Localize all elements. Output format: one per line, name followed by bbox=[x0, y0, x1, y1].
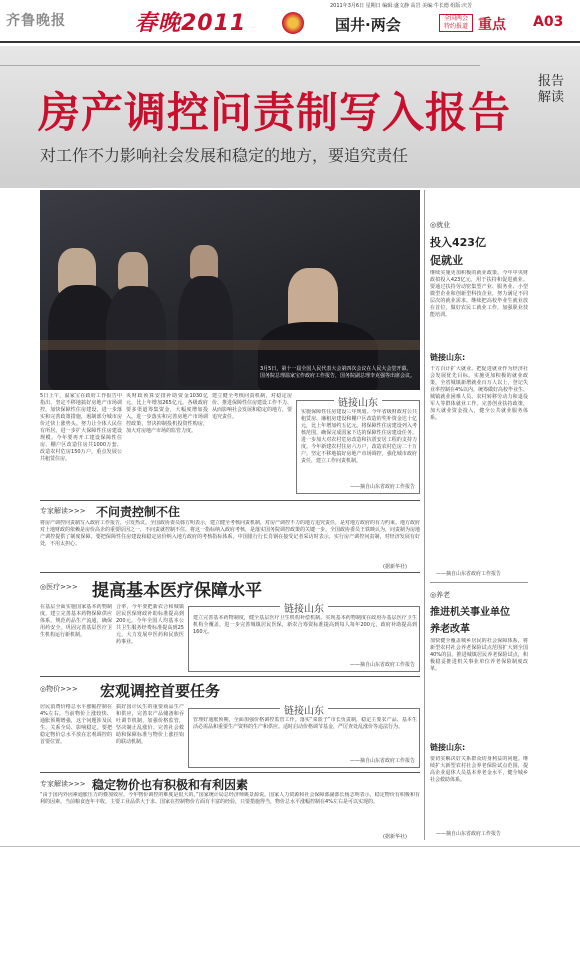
link-box-medical bbox=[188, 606, 420, 672]
article-col-1: 5日上午，温家宝在政府工作报告中指出，坚定不移地搞好房地产市场调控，加快保障性住房建设，进一步落实和完善政策措施，遏制部分城市房价过快上涨势头。努力让全体人民住有所居。进一步扩大保障性住房建设规模。今年要再开工建设保障性住房、棚户区改造住房共1000万套，改造农村危房150万户，重点发展公共租赁住房。 bbox=[40, 393, 122, 462]
link-box-prices-source: ——摘自山东省政府工作报告 bbox=[349, 758, 415, 764]
pension-title-1: 推进机关事业单位 bbox=[430, 607, 510, 618]
expert1-title: 不问责控制不住 bbox=[96, 505, 181, 519]
headline-sub: 对工作不力影响社会发展和稳定的地方，要追究责任 bbox=[40, 146, 409, 165]
link-box-medical-title: 链接山东 bbox=[280, 600, 328, 615]
emblem-icon bbox=[282, 12, 304, 34]
masthead bbox=[0, 0, 580, 44]
link-box-housing-source: ——摘自山东省政府工作报告 bbox=[349, 484, 415, 490]
expert2-text: “由于国内外因素通胀压力的叠加效应，今年物价调控的难度是很大的。”国家统计局总经济师姚景源说。国家人力资源和社会保障部副部长杨志明表示，稳定物价有积极和有利的因素。当前粮食连年丰收、主要工业品供大于求、国家在控制物价方面有丰富的经验，只要措施得当，物价总水平涨幅控制在4%左右是可以实现的。 bbox=[40, 792, 420, 805]
expert1-rule bbox=[40, 500, 420, 501]
link-box-prices bbox=[188, 708, 420, 768]
prices-col-1: 居民消费价格总水平涨幅控制在4%左右。当前物价上涨较快、通胀预期增强，这个问题涉及民生、关系全局、影响稳定。要把稳定物价总水平放在宏观调控的首要位置。 bbox=[40, 704, 112, 745]
employment-link-title: 链接山东: bbox=[430, 353, 466, 362]
pension-link-title: 链接山东: bbox=[430, 743, 466, 752]
masthead-rule bbox=[0, 41, 580, 43]
expert1-text: 将房产调控问责制写入政府工作报告，引发热议。全国政协委员韩方明表示，建立健全考核问责机制，对房产调控不力的地方追究责任，是对地方政府的有力约束。地方政府对土地财政的依赖是房价高企的重要原因之一，不问责就控制不住。将这一指标纳入政府考核，是落实国务院调控政策的关键一步。全国政协委员王铁映认为，问责制为房地产调控提供了制度保障。要把保障性住房建设和稳定房价纳入地方政府的考核指标体系。中国银行行长肖钢在接受记者采访时表示，实行房产调控问责制，对经济发展有好处，不用太担心。 bbox=[40, 520, 420, 547]
expert2-rule bbox=[40, 772, 420, 773]
pension-rule bbox=[430, 582, 528, 583]
expert2-source: (据新华社) bbox=[383, 834, 407, 840]
tag-line-1: 全国两会 bbox=[443, 15, 468, 22]
photo-caption: 3月5日，第十一届全国人民代表大会第四次会议在人民大会堂开幕。国务院总理温家宝作政府工作报告，国务院副总理李克强等出席会议。 bbox=[260, 366, 416, 379]
masthead-column: 国井·两会 bbox=[335, 16, 401, 34]
employment-tag: ◎就业 bbox=[430, 221, 451, 229]
link-box-housing-text: 实施保障性住房建设三年规划。今年省级财政对公共租赁房、廉租房建设和棚户区改造的奖补资金达十亿元，比上年增加约五亿元。将保障性住房建设列入考核范围，确保完成国家下达的保障性住房建设任务。进一步加大对农村危房改造和抗震安居工程的支持力度。今年新建农村住房六万户，改造农村危房二十万户。坚定不移地搞好房地产市场调控，强化城市政府责任，建立工作问责机制。 bbox=[301, 409, 417, 464]
sidebar-divider bbox=[424, 190, 425, 840]
pension-text: 加快健全覆盖城乡居民的社会保障体系，将新型农村社会养老保险试点范围扩大到全国40%的县。推进城镇居民养老保险试点，积极稳妥推进机关事业单位养老保险制度改革。 bbox=[430, 638, 528, 672]
zhongdian-label: 重点 bbox=[478, 17, 506, 33]
link-box-housing-title: 链接山东 bbox=[334, 394, 382, 409]
expert1-source: (据新华社) bbox=[383, 564, 407, 570]
link-box-medical-source: ——摘自山东省政府工作报告 bbox=[349, 662, 415, 668]
masthead-banner: 春晚2011 bbox=[135, 11, 247, 36]
date-line: 2011年3月6日 星期日 编辑:盛文静 高岩 美编:牛长德 组版:庆芳 bbox=[330, 3, 473, 9]
prices-title: 宏观调控首要任务 bbox=[100, 682, 221, 700]
page-bottom-rule bbox=[0, 846, 580, 847]
pension-tag: ◎养老 bbox=[430, 591, 451, 599]
employment-title-1: 投入423亿 bbox=[430, 236, 486, 249]
medical-col-2: 合率，今年要把新农合和城镇居民医保财政补助标准提高到200元。今年全国人均基本公共卫生服务经费标准提高到25元，大力发展中医药和民族医药事业。 bbox=[116, 604, 184, 645]
prices-tag: ◎物价>>> bbox=[40, 685, 78, 693]
headline-divider bbox=[0, 65, 480, 66]
article-col-2: 央财政预算安排补助资金1030亿元，比上年增加265亿元。各级政府要多渠道筹集资金，大幅度增加投入。进一步落实和完善房地产市场调控政策，坚决抑制投机投资性购房，加大对房地产市场的监管力度。 bbox=[126, 393, 208, 434]
employment-title-2: 促就业 bbox=[430, 254, 463, 267]
employment-text: 继续实施更加积极的就业政策。今年中央财政拟投入423亿元，用于扶持和促进就业。要通过扶持劳动密集型产业、服务业、小型微型企业和创新型科技企业，努力满足不同层次的就业需求。继续把高校毕业生就业放在首位，做好农民工就业工作，加强职业技能培训。 bbox=[430, 270, 528, 318]
medical-tag: ◎医疗>>> bbox=[40, 583, 78, 591]
headline-main: 房产调控问责制写入报告 bbox=[38, 88, 512, 137]
pension-link-source: ——摘自山东省政府工作报告 bbox=[436, 831, 502, 837]
employment-link-source: ——摘自山东省政府工作报告 bbox=[436, 571, 502, 577]
page-number: A03 bbox=[533, 14, 564, 30]
medical-col-1: 在基层全面实施国家基本药物制度，建立完善基本药物保障供应体系，规范药品生产流通，确保用药安全。巩固完善基层医疗卫生机构运行新机制。 bbox=[40, 604, 112, 638]
news-photo bbox=[40, 190, 420, 390]
pension-title-2: 养老改革 bbox=[430, 624, 470, 635]
pension-link-text: 要切实解决好关系群众切身利益的问题。继续扩大新型农村社会养老保险试点范围，提高企业退休人员基本养老金水平，健全城乡社会救助体系。 bbox=[430, 756, 528, 783]
badge-line-2: 解读 bbox=[537, 90, 564, 105]
medical-title: 提高基本医疗保障水平 bbox=[92, 581, 262, 601]
link-box-medical-text: 建立完善基本药物制度，健全基层医疗卫生机构补偿机制。实现基本药物制度在政府办基层医疗卫生机构全覆盖，进一步完善城镇居民医保，新农合筹资标准提高到每人每年200元，政府补助提高到160元。 bbox=[193, 615, 417, 635]
link-box-housing bbox=[296, 400, 420, 494]
expert2-label: 专家解读>>> bbox=[40, 780, 86, 788]
tag-line-2: 特约报道 bbox=[443, 23, 468, 30]
prices-col-2: 搞好国计民生的重要商品生产和供应，完善农产品储备和吞吐调节机制，加强价格监管，坚决制止乱涨价。完善社会救助和保障标准与物价上涨挂钩的联动机制。 bbox=[116, 704, 184, 745]
badge-line-1: 报告 bbox=[537, 74, 564, 89]
prices-rule bbox=[40, 676, 420, 677]
employment-link-text: 千方百计扩大就业。把促进就业作为经济社会发展优先目标。实施更加积极的就业政策，全省城镇新增就业百万人以上，登记失业率控制在4%以内。统筹做好高校毕业生、城镇就业困难人员、农村转移劳动力和退役军人等群体就业工作。完善创业扶持政策，加大就业资金投入，健全公共就业服务体系。 bbox=[430, 366, 528, 421]
report-badge bbox=[528, 74, 574, 106]
medical-rule bbox=[40, 572, 420, 573]
expert1-label: 专家解读>>> bbox=[40, 507, 86, 515]
tag-box bbox=[439, 14, 473, 32]
link-box-prices-text: 管理好通胀预期，全面加强价格调控监管工作。落实“菜篮子”市长负责制，稳定主要农产品、基本生活必需品和重要生产资料的生产和供应。适时启动价格调节基金，严厉查处乱涨价等违法行为。 bbox=[193, 717, 417, 730]
link-box-prices-title: 链接山东 bbox=[280, 702, 328, 717]
masthead-logo: 齐鲁晚报 bbox=[6, 13, 66, 29]
article-col-3: 建立健全考核问责机制，对稳定房价、推进保障性住房建设工作不力、从而影响社会发展和稳定的地方，要追究责任。 bbox=[212, 393, 292, 420]
expert2-title: 稳定物价也有积极和有利因素 bbox=[92, 778, 249, 792]
